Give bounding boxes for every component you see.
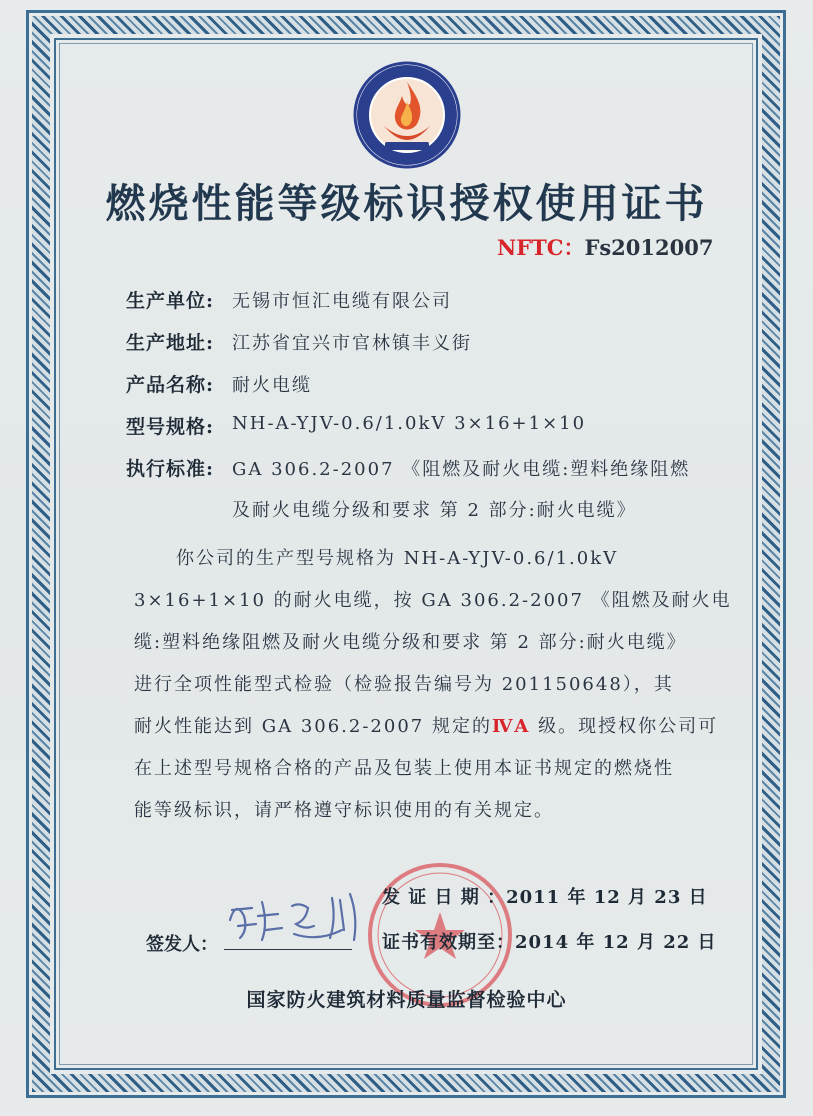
certificate-number xyxy=(497,232,713,262)
certificate-number-prefix: NFTC： xyxy=(497,235,585,260)
valid-until xyxy=(382,928,717,954)
issue-date xyxy=(382,883,708,909)
issue-date-label: 发 证 日 期 ： xyxy=(382,887,507,908)
body-line-2: 3×16+1×10 的耐火电缆，按 GA 306.2-2007 《阻燃及耐火电 xyxy=(134,590,732,611)
body-line-1: 你公司的生产型号规格为 NH-A-YJV-0.6/1.0kV xyxy=(176,548,619,569)
manufacturer-value: 无锡市恒汇电缆有限公司 xyxy=(232,291,452,312)
valid-until-label: 证书有效期至： xyxy=(382,932,515,953)
handwritten-signature xyxy=(222,880,382,950)
standard-value: GA 306.2-2007 《阻燃及耐火电缆:塑料绝缘阻燃 xyxy=(232,459,691,480)
fire-grade: ⅣA xyxy=(491,716,531,737)
standard-label: 执行标准: xyxy=(126,458,215,480)
model-spec-value: NH-A-YJV-0.6/1.0kV 3×16+1×10 xyxy=(232,413,587,434)
body-line-6: 在上述型号规格合格的产品及包装上使用本证书规定的燃烧性 xyxy=(134,758,674,779)
body-line-3: 缆:塑料绝缘阻燃及耐火电缆分级和要求 第 2 部分:耐火电缆》 xyxy=(134,632,687,653)
product-name-value: 耐火电缆 xyxy=(232,375,312,396)
signer-label: 签发人： xyxy=(146,934,218,955)
body-line-4: 进行全项性能型式检验（检验报告编号为 201150648），其 xyxy=(134,674,674,695)
standard-value-line2: 及耐火电缆分级和要求 第 2 部分:耐火电缆》 xyxy=(232,500,637,521)
certificate-number-value: Fs2012007 xyxy=(584,235,714,260)
body-line-5 xyxy=(134,712,718,738)
fire-quality-emblem-icon xyxy=(352,60,462,170)
manufacturer-label: 生产单位: xyxy=(126,290,215,312)
certificate-title: 燃烧性能等级标识授权使用证书 xyxy=(105,180,708,227)
issue-date-value: 2011 年 12 月 23 日 xyxy=(506,887,708,908)
body-line-5-pre: 耐火性能达到 GA 306.2-2007 规定的 xyxy=(134,716,492,737)
product-name-label: 产品名称: xyxy=(126,374,215,396)
address-value: 江苏省宜兴市官林镇丰义街 xyxy=(232,333,472,354)
signature-line xyxy=(224,949,352,950)
body-line-7: 能等级标识，请严格遵守标识使用的有关规定。 xyxy=(134,800,554,821)
body-line-5-post: 级。现授权你公司可 xyxy=(530,716,719,737)
issuing-authority: 国家防火建筑材料质量监督检验中心 xyxy=(246,989,567,1011)
model-spec-label: 型号规格: xyxy=(126,416,215,438)
address-label: 生产地址: xyxy=(126,332,215,354)
valid-until-value: 2014 年 12 月 22 日 xyxy=(515,932,717,953)
